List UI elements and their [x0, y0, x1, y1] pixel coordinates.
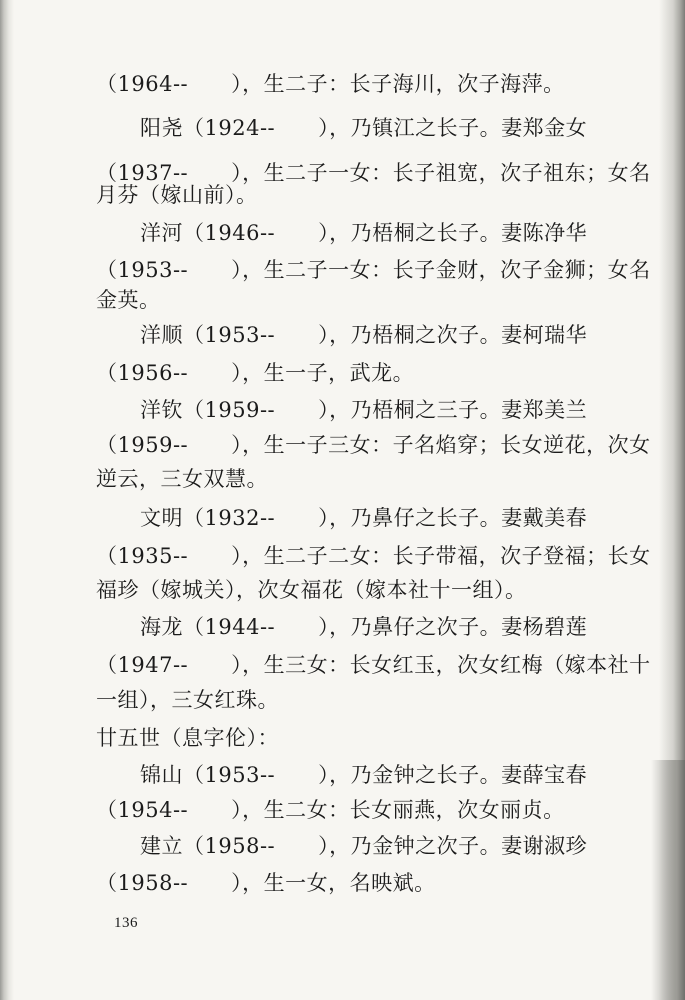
text-line: （1958-- ），生一女，名映斌。 [96, 871, 436, 895]
text-line: 金英。 [96, 288, 161, 312]
text-line: （1954-- ），生二女：长女丽燕，次女丽贞。 [96, 798, 565, 822]
text-line: 文明（1932-- ），乃鼻仔之长子。妻戴美春 [140, 506, 588, 530]
text-line: 洋顺（1953-- ），乃梧桐之次子。妻柯瑞华 [140, 323, 588, 347]
page-number: 136 [114, 915, 138, 931]
text-line: 锦山（1953-- ），乃金钟之长子。妻薛宝春 [140, 763, 588, 787]
text-line: 阳尧（1924-- ），乃镇江之长子。妻郑金女 [140, 116, 588, 140]
text-line: 月芬（嫁山前）。 [96, 183, 258, 207]
text-line: 逆云，三女双慧。 [96, 467, 268, 491]
page-shadow-left [0, 0, 14, 1000]
text-line: 洋河（1946-- ），乃梧桐之长子。妻陈净华 [140, 221, 588, 245]
text-line: 福珍（嫁城关），次女福花（嫁本社十一组）。 [96, 578, 527, 602]
text-line: （1953-- ），生二子一女：长子金财，次子金狮；女名 [96, 258, 651, 282]
text-line: 建立（1958-- ），乃金钟之次子。妻谢淑珍 [140, 834, 588, 858]
text-line: （1959-- ），生一子三女：子名焰穿；长女逆花，次女 [96, 433, 651, 457]
text-line: （1947-- ），生三女：长女红玉，次女红梅（嫁本社十 [96, 653, 651, 677]
text-line: 海龙（1944-- ），乃鼻仔之次子。妻杨碧莲 [140, 615, 588, 639]
text-line: （1937-- ），生二子一女：长子祖宽，次子祖东；女名 [96, 161, 651, 185]
text-line: （1964-- ），生二子：长子海川，次子海萍。 [96, 72, 565, 96]
text-line: 洋钦（1959-- ），乃梧桐之三子。妻郑美兰 [140, 398, 588, 422]
text-line: 一组），三女红珠。 [96, 688, 279, 712]
text-line: （1956-- ），生一子，武龙。 [96, 361, 415, 385]
section-heading: 廿五世（息字伦）： [96, 726, 279, 750]
text-line: （1935-- ），生二子二女：长子带福，次子登福；长女 [96, 544, 651, 568]
page-shadow-right-bottom [651, 760, 685, 1000]
